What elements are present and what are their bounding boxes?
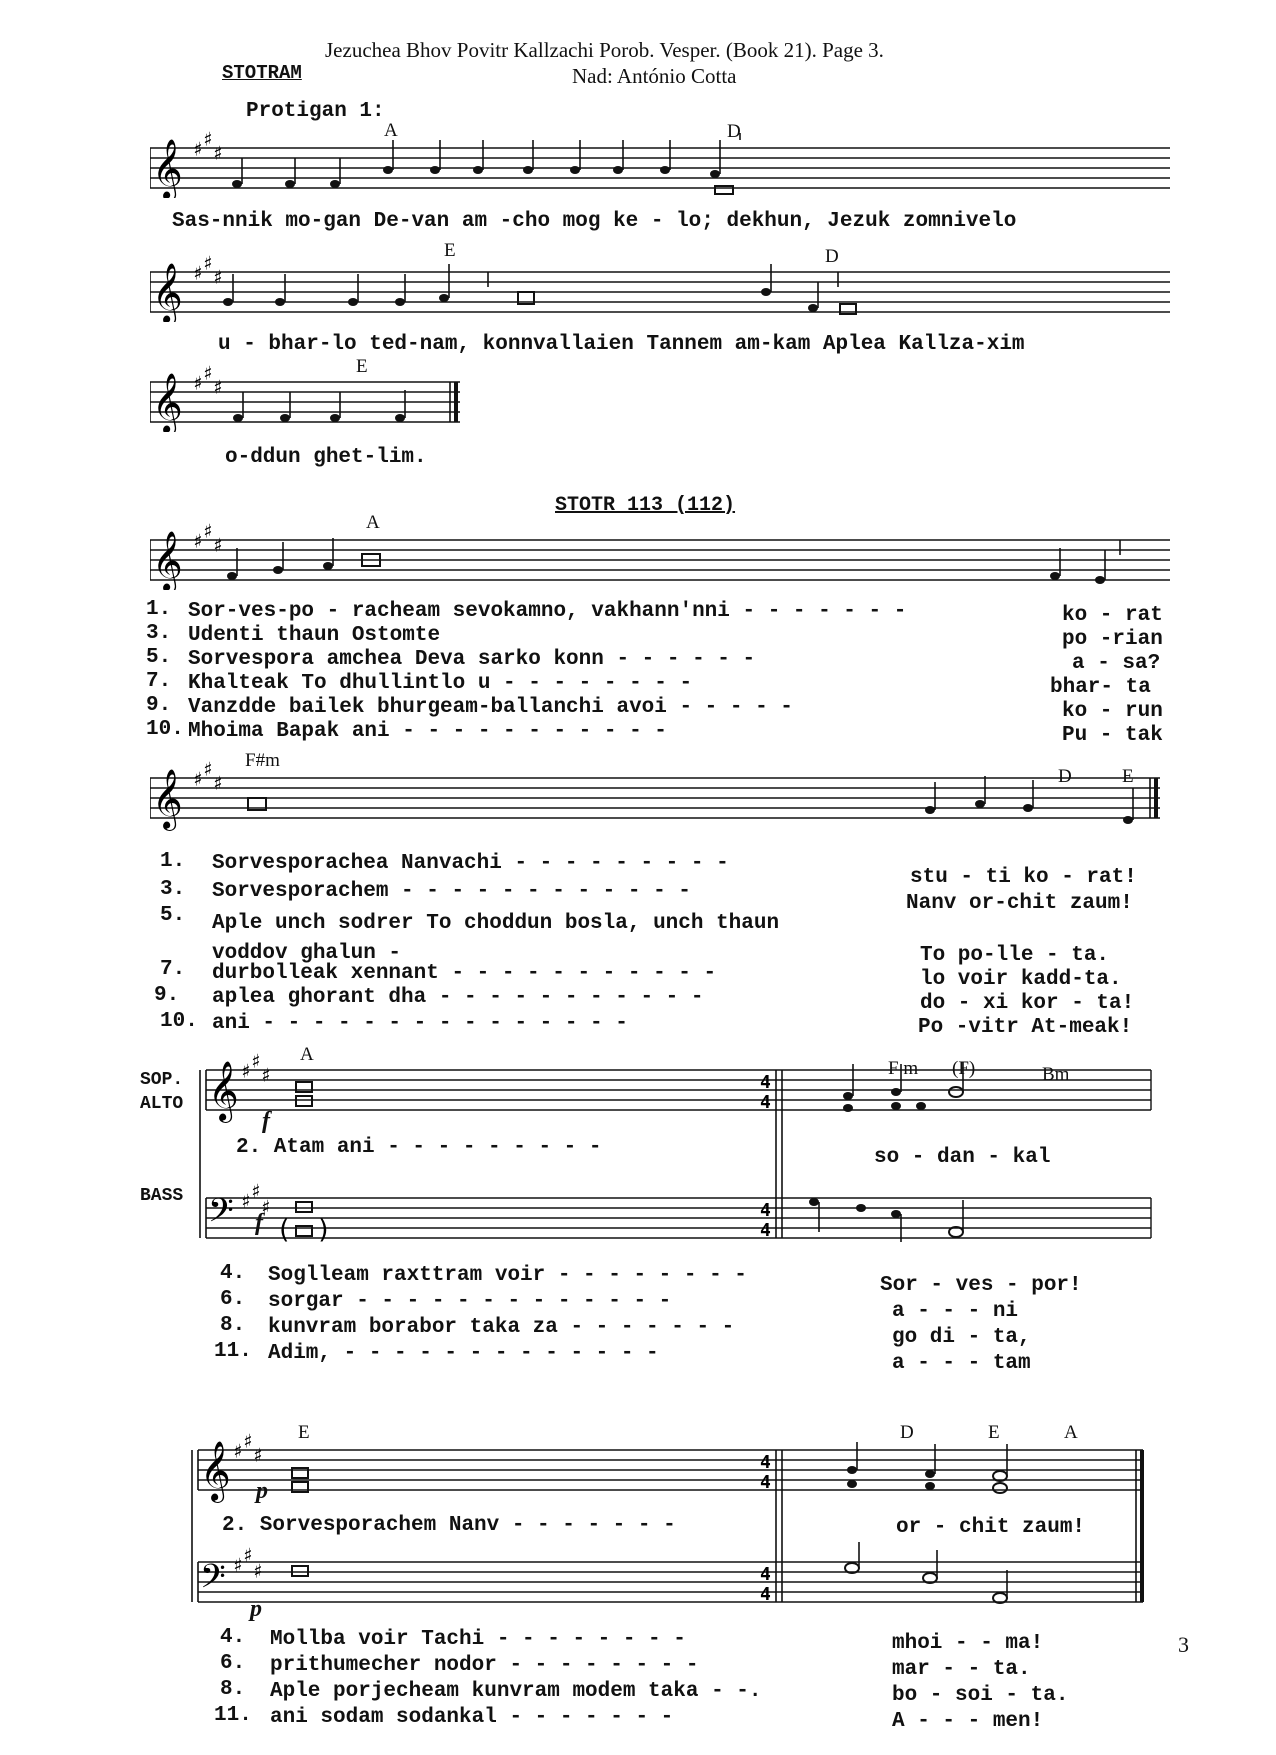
verse-number: 8. — [220, 1314, 246, 1337]
svg-text:♯: ♯ — [192, 767, 205, 791]
verse-text: aplea ghorant dha - - - - - - - - - - - — [212, 986, 704, 1009]
verse-end: do - xi kor - ta! — [920, 992, 1135, 1015]
verse-number: 1. — [160, 850, 186, 873]
verse-text: kunvram borabor taka za - - - - - - - — [268, 1316, 735, 1339]
dynamic-marking: p — [250, 1596, 262, 1622]
verse-end: go di - ta, — [892, 1326, 1031, 1349]
svg-text:(: ( — [276, 1215, 292, 1245]
page-subtitle: Nad: António Cotta — [572, 64, 737, 88]
svg-text:𝄢: 𝄢 — [208, 1192, 234, 1238]
verse-text: Khalteak To dhullintlo u - - - - - - - - — [188, 672, 693, 695]
svg-text:𝄢: 𝄢 — [200, 1558, 226, 1604]
svg-text:♯: ♯ — [212, 375, 225, 399]
svg-text:𝄞: 𝄞 — [208, 1061, 239, 1121]
verse-number: 3. — [146, 622, 172, 645]
svg-text:4: 4 — [760, 1200, 771, 1221]
verse-text: Sorvespora amchea Deva sarko konn - - - - - - — [188, 648, 756, 671]
music-staff-4 — [150, 520, 1170, 590]
chord-label: E — [444, 240, 456, 261]
lyrics-line: 2. Sorvesporachem Nanv - - - - - - - — [222, 1514, 676, 1537]
verse-end: Pu - tak — [1062, 724, 1163, 747]
verse-text: Mollba voir Tachi - - - - - - - - — [270, 1628, 686, 1651]
svg-text:4: 4 — [760, 1452, 771, 1473]
verse-text: durbolleak xennant - - - - - - - - - - - — [212, 962, 717, 985]
verse-number: 7. — [146, 670, 172, 693]
chord-label: A — [300, 1044, 314, 1065]
chord-label: D — [727, 121, 741, 142]
verse-end: To po-lle - ta. — [920, 944, 1110, 967]
verse-end: ko - run — [1062, 700, 1163, 723]
verse-text: Aple unch sodrer To choddun bosla, unch thaun — [212, 912, 780, 935]
verse-end: po -rian — [1062, 628, 1163, 651]
svg-text:♯: ♯ — [192, 529, 205, 553]
verse-number: 11. — [214, 1704, 252, 1727]
verse-end: Nanv or-chit zaum! — [906, 892, 1133, 915]
verse-text: Adim, - - - - - - - - - - - - - — [268, 1342, 659, 1365]
music-staff-5 — [150, 758, 1170, 838]
verse-text: sorgar - - - - - - - - - - - - - — [268, 1290, 672, 1313]
verse-end: Sor - ves - por! — [880, 1274, 1082, 1297]
chord-label: E — [298, 1422, 310, 1443]
svg-text:𝄞: 𝄞 — [200, 1441, 231, 1501]
svg-text:♯: ♯ — [240, 1059, 253, 1083]
verse-number: 5. — [160, 904, 186, 927]
chord-label: Bm — [1042, 1064, 1070, 1085]
chord-label: D — [1058, 766, 1072, 787]
chord-label: A — [1064, 1422, 1078, 1443]
verse-text: Sorvesporachea Nanvachi - - - - - - - - - — [212, 852, 729, 875]
svg-text:4: 4 — [760, 1472, 771, 1493]
music-staff-3 — [150, 362, 470, 432]
svg-text:𝄞: 𝄞 — [152, 769, 183, 829]
svg-text:𝄞: 𝄞 — [152, 373, 183, 432]
verse-end: a - sa? — [1072, 652, 1161, 675]
verse-end: A - - - men! — [892, 1710, 1044, 1733]
music-staff-1 — [150, 128, 1170, 198]
verse-end: Po -vitr At-meak! — [918, 1016, 1133, 1039]
svg-text:♯: ♯ — [212, 533, 225, 557]
svg-text:♯: ♯ — [202, 520, 215, 543]
section-heading-stotr: STOTR 113 (112) — [555, 494, 736, 517]
page-title: Jezuchea Bhov Povitr Kallzachi Porob. Vesper. (Book 21). Page 3. — [325, 38, 884, 62]
svg-text:♯: ♯ — [240, 1189, 253, 1213]
svg-text:♯: ♯ — [212, 771, 225, 795]
svg-text:♯: ♯ — [192, 371, 205, 395]
verse-end: lo voir kadd-ta. — [920, 968, 1122, 991]
protigan-label: Protigan 1: — [246, 100, 385, 123]
chord-label: E — [1122, 766, 1134, 787]
chord-label: (F) — [952, 1058, 976, 1079]
verse-number: 4. — [220, 1626, 246, 1649]
verse-number: 3. — [160, 878, 186, 901]
section-heading-stotram: STOTRAM — [222, 62, 302, 84]
verse-end: a - - - ni — [892, 1300, 1019, 1323]
verse-text: Udenti thaun Ostomte — [188, 624, 441, 647]
verse-end: bhar- ta — [1050, 676, 1151, 699]
svg-text:𝄞: 𝄞 — [152, 139, 183, 198]
dynamic-marking: f — [262, 1108, 270, 1134]
chord-label: A — [366, 512, 380, 533]
lyrics-line: or - chit zaum! — [896, 1516, 1086, 1539]
dynamic-marking: f — [255, 1210, 263, 1236]
verse-text: Soglleam raxttram voir - - - - - - - - — [268, 1264, 747, 1287]
verse-text: Sor-ves-po - racheam sevokamno, vakhann'nni - - - - - - - — [188, 600, 907, 623]
verse-text: Vanzdde bailek bhurgeam-ballanchi avoi - - - - - — [188, 696, 793, 719]
svg-text:♯: ♯ — [250, 1179, 263, 1203]
page-number: 3 — [1178, 1632, 1189, 1657]
verse-number: 1. — [146, 598, 172, 621]
lyrics-line: 2. Atam ani - - - - - - - - - — [236, 1136, 602, 1159]
svg-text:4: 4 — [760, 1584, 771, 1605]
svg-text:4: 4 — [760, 1220, 771, 1241]
svg-text:♯: ♯ — [260, 1195, 273, 1219]
verse-number: 6. — [220, 1652, 246, 1675]
lyrics-line: Sas-nnik mo-gan De-van am -cho mog ke - lo; dekhun, Jezuk zomnivelo — [172, 210, 1017, 233]
svg-text:♯: ♯ — [250, 1052, 263, 1073]
verse-text: prithumecher nodor - - - - - - - - — [270, 1654, 699, 1677]
svg-text:♯: ♯ — [252, 1443, 265, 1467]
lyrics-line: u - bhar-lo ted-nam, konnvallaien Tannem am-kam Aplea Kallza-xim — [218, 333, 1025, 356]
svg-text:♯: ♯ — [202, 362, 215, 385]
verse-text: ani sodam sodankal - - - - - - - — [270, 1706, 674, 1729]
verse-number: 6. — [220, 1288, 246, 1311]
svg-text:♯: ♯ — [252, 1559, 265, 1583]
svg-text:♯: ♯ — [202, 758, 215, 781]
verse-number: 10. — [160, 1010, 198, 1033]
verse-text: voddov ghalun - — [212, 942, 402, 965]
verse-text: Sorvesporachem - - - - - - - - - - - - — [212, 880, 691, 903]
voice-label-bass: BASS — [140, 1186, 184, 1206]
voice-label-sop: SOP. — [140, 1070, 184, 1090]
verse-end: a - - - tam — [892, 1352, 1031, 1375]
verse-end: bo - soi - ta. — [892, 1684, 1069, 1707]
svg-text:♯: ♯ — [212, 141, 225, 165]
svg-text:♯: ♯ — [232, 1553, 245, 1577]
svg-text:♯: ♯ — [192, 137, 205, 161]
svg-text:4: 4 — [760, 1072, 771, 1093]
svg-text:♯: ♯ — [242, 1543, 255, 1567]
chord-label: D — [900, 1422, 914, 1443]
svg-text:♯: ♯ — [202, 128, 215, 151]
voice-label-alto: ALTO — [140, 1094, 184, 1114]
svg-text:4: 4 — [760, 1092, 771, 1113]
verse-number: 4. — [220, 1262, 246, 1285]
svg-text:♯: ♯ — [212, 265, 225, 289]
svg-text:♯: ♯ — [242, 1432, 255, 1453]
verse-text: Mhoima Bapak ani - - - - - - - - - - - — [188, 720, 667, 743]
chord-label: F m — [888, 1058, 919, 1079]
verse-number: 8. — [220, 1678, 246, 1701]
svg-text:): ) — [316, 1215, 332, 1245]
verse-number: 5. — [146, 646, 172, 669]
music-staff-2 — [150, 252, 1170, 322]
svg-text:♯: ♯ — [260, 1063, 273, 1087]
verse-number: 11. — [214, 1340, 252, 1363]
dynamic-marking: p — [256, 1478, 268, 1504]
chord-label: A — [384, 120, 398, 141]
verse-number: 10. — [146, 718, 184, 741]
chord-label: D — [825, 246, 839, 267]
verse-end: mhoi - - ma! — [892, 1632, 1044, 1655]
svg-text:♯: ♯ — [202, 252, 215, 275]
verse-number: 9. — [146, 694, 172, 717]
verse-number: 9. — [154, 984, 180, 1007]
svg-text:♯: ♯ — [232, 1439, 245, 1463]
svg-text:♯: ♯ — [192, 261, 205, 285]
chord-label: E — [988, 1422, 1000, 1443]
chord-label: F#m — [245, 750, 280, 771]
verse-text: ani - - - - - - - - - - - - - - - — [212, 1012, 628, 1035]
verse-end: stu - ti ko - rat! — [910, 866, 1137, 889]
svg-text:𝄞: 𝄞 — [152, 263, 183, 322]
chord-label: E — [356, 356, 368, 377]
verse-number: 7. — [160, 958, 186, 981]
verse-end: ko - rat — [1062, 604, 1163, 627]
svg-text:4: 4 — [760, 1564, 771, 1585]
lyrics-line: so - dan - kal — [874, 1146, 1051, 1169]
verse-end: mar - - ta. — [892, 1658, 1031, 1681]
svg-text:𝄞: 𝄞 — [152, 531, 183, 590]
lyrics-line: o-ddun ghet-lim. — [225, 446, 427, 469]
verse-text: Aple porjecheam kunvram modem taka - -. — [270, 1680, 762, 1703]
